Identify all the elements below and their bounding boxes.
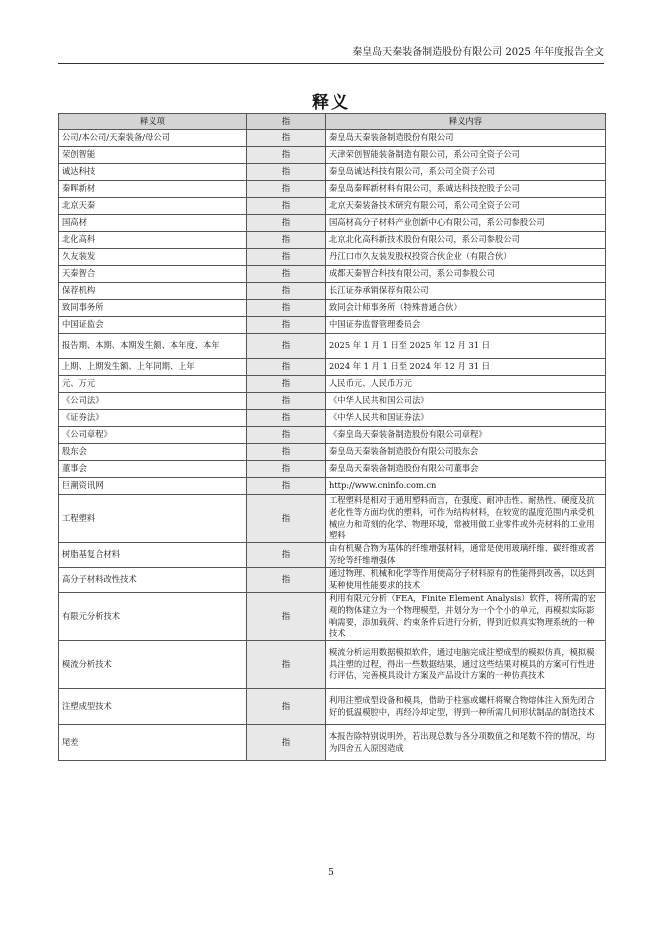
table-row xyxy=(59,215,606,232)
table-row xyxy=(59,130,606,147)
symbol-cell: 指 xyxy=(247,444,326,461)
term-cell: 诚达科技 xyxy=(59,164,247,181)
table-row xyxy=(59,593,606,641)
table-row xyxy=(59,317,606,334)
symbol-cell: 指 xyxy=(247,300,326,317)
symbol-cell: 指 xyxy=(247,164,326,181)
term-cell: 《公司法》 xyxy=(59,393,247,410)
definition-cell: 长江证券承销保荐有限公司 xyxy=(326,283,606,300)
definition-cell: 利用注塑成型设备和模具，借助于柱塞或螺杆将聚合物熔体注入预先闭合好的低温模腔中，再经冷却定型，得到一种所需几何形状制品的制造技术 xyxy=(326,689,606,725)
table-row xyxy=(59,334,606,359)
table-row xyxy=(59,478,606,495)
symbol-cell: 指 xyxy=(247,725,326,761)
table-row xyxy=(59,181,606,198)
term-cell: 注塑成型技术 xyxy=(59,689,247,725)
term-cell: 元、万元 xyxy=(59,376,247,393)
term-cell: 天秦智合 xyxy=(59,266,247,283)
table-row xyxy=(59,689,606,725)
symbol-cell: 指 xyxy=(247,130,326,147)
symbol-cell: 指 xyxy=(247,543,326,568)
table-row xyxy=(59,393,606,410)
table-row xyxy=(59,461,606,478)
table-row xyxy=(59,147,606,164)
symbol-cell: 指 xyxy=(247,232,326,249)
term-cell: 《证券法》 xyxy=(59,410,247,427)
term-cell: 北京天秦 xyxy=(59,198,247,215)
term-cell: 董事会 xyxy=(59,461,247,478)
definition-cell: 模流分析运用数据模拟软件，通过电脑完成注塑成型的模拟仿真，模拟模具注塑的过程，得出一些数据结果，通过这些结果对模具的方案可行性进行评估，完善模具设计方案及产品设计方案的一种仿真技术 xyxy=(326,641,606,689)
header-symbol: 指 xyxy=(247,114,326,130)
term-cell: 报告期、本期、本期发生额、本年度、本年 xyxy=(59,334,247,359)
symbol-cell: 指 xyxy=(247,376,326,393)
table-row xyxy=(59,410,606,427)
page-number: 5 xyxy=(328,868,334,878)
table-row xyxy=(59,300,606,317)
symbol-cell: 指 xyxy=(247,593,326,641)
glossary-body xyxy=(59,130,606,761)
symbol-cell: 指 xyxy=(247,393,326,410)
definition-cell: 丹江口市久友装发股权投资合伙企业（有限合伙） xyxy=(326,249,606,266)
term-cell: 中国证监会 xyxy=(59,317,247,334)
definition-cell: 由有机聚合物为基体的纤维增强材料，通常是使用玻璃纤维、碳纤维或者芳纶等纤维增强体 xyxy=(326,543,606,568)
definition-cell: 中国证券监督管理委员会 xyxy=(326,317,606,334)
term-cell: 秦晖新材 xyxy=(59,181,247,198)
table-row xyxy=(59,283,606,300)
definition-cell: 本报告除特别说明外，若出现总数与各分项数值之和尾数不符的情况，均为四舍五入原因造成 xyxy=(326,725,606,761)
definition-cell: 北京天秦装备技术研究有限公司，系公司全资子公司 xyxy=(326,198,606,215)
term-cell: 《公司章程》 xyxy=(59,427,247,444)
definition-cell: 北京北化高科新技术股份有限公司，系公司参股公司 xyxy=(326,232,606,249)
symbol-cell: 指 xyxy=(247,641,326,689)
definition-cell: 利用有限元分析（FEA，Finite Element Analysis）软件，将所需的宏观的物体建立为一个物理模型，并划分为一个个小的单元，再模拟实际影响需要，添加载荷、约束条件后进行分析，得到近似真实物理系统的一种技术 xyxy=(326,593,606,641)
definition-cell: 《中华人民共和国公司法》 xyxy=(326,393,606,410)
definition-cell: 人民币元、人民币万元 xyxy=(326,376,606,393)
table-row xyxy=(59,266,606,283)
table-row xyxy=(59,641,606,689)
term-cell: 公司/本公司/天秦装备/母公司 xyxy=(59,130,247,147)
symbol-cell: 指 xyxy=(247,147,326,164)
definition-cell: 天津荣创智能装备制造有限公司，系公司全资子公司 xyxy=(326,147,606,164)
term-cell: 上期、上期发生额、上年同期、上年 xyxy=(59,359,247,376)
symbol-cell: 指 xyxy=(247,283,326,300)
term-cell: 荣创智能 xyxy=(59,147,247,164)
definition-cell: 《中华人民共和国证券法》 xyxy=(326,410,606,427)
symbol-cell: 指 xyxy=(247,495,326,543)
page-header: 秦皇岛天秦装备制造股份有限公司 2025 年年度报告全文 xyxy=(352,47,604,58)
table-row xyxy=(59,164,606,181)
table-row xyxy=(59,725,606,761)
term-cell: 树脂基复合材料 xyxy=(59,543,247,568)
symbol-cell: 指 xyxy=(247,181,326,198)
symbol-cell: 指 xyxy=(247,317,326,334)
definition-cell: 秦皇岛天秦装备制造股份有限公司董事会 xyxy=(326,461,606,478)
definition-cell: 致同会计师事务所（特殊普通合伙） xyxy=(326,300,606,317)
term-cell: 北化高科 xyxy=(59,232,247,249)
definition-cell: 《秦皇岛天秦装备制造股份有限公司章程》 xyxy=(326,427,606,444)
table-row xyxy=(59,249,606,266)
table-row xyxy=(59,359,606,376)
symbol-cell: 指 xyxy=(247,266,326,283)
term-cell: 致同事务所 xyxy=(59,300,247,317)
term-cell: 有限元分析技术 xyxy=(59,593,247,641)
header-definition: 释义内容 xyxy=(326,114,606,130)
term-cell: 模流分析技术 xyxy=(59,641,247,689)
definition-cell: 2025 年 1 月 1 日至 2025 年 12 月 31 日 xyxy=(326,334,606,359)
page-title: 释义 xyxy=(312,93,350,113)
symbol-cell: 指 xyxy=(247,359,326,376)
table-row xyxy=(59,495,606,543)
table-row xyxy=(59,427,606,444)
table-row xyxy=(59,198,606,215)
symbol-cell: 指 xyxy=(247,568,326,593)
symbol-cell: 指 xyxy=(247,461,326,478)
glossary-table xyxy=(58,113,606,761)
symbol-cell: 指 xyxy=(247,689,326,725)
term-cell: 国高材 xyxy=(59,215,247,232)
definition-cell: 秦皇岛秦晖新材料有限公司，系诚达科技控股子公司 xyxy=(326,181,606,198)
term-cell: 工程塑料 xyxy=(59,495,247,543)
table-row xyxy=(59,444,606,461)
symbol-cell: 指 xyxy=(247,334,326,359)
definition-cell: 秦皇岛天秦装备制造股份有限公司 xyxy=(326,130,606,147)
term-cell: 高分子材料改性技术 xyxy=(59,568,247,593)
symbol-cell: 指 xyxy=(247,249,326,266)
definition-cell: 工程塑料是相对于通用塑料而言，在强度、耐冲击性、耐热性、硬度及抗老化性等方面均优的塑料，可作为结构材料，在较宽的温度范围内承受机械应力和苛刻的化学、物理环境，常被用做工业零件或外壳材料的工业用塑料 xyxy=(326,495,606,543)
definition-cell: 秦皇岛诚达科技有限公司，系公司全资子公司 xyxy=(326,164,606,181)
definition-cell: 成都天秦智合科技有限公司，系公司参股公司 xyxy=(326,266,606,283)
term-cell: 股东会 xyxy=(59,444,247,461)
table-row xyxy=(59,543,606,568)
definition-cell: 通过物理、机械和化学等作用使高分子材料原有的性能得到改善，以达到某种使用性能要求的技术 xyxy=(326,568,606,593)
symbol-cell: 指 xyxy=(247,198,326,215)
term-cell: 久友装发 xyxy=(59,249,247,266)
term-cell: 巨潮资讯网 xyxy=(59,478,247,495)
symbol-cell: 指 xyxy=(247,215,326,232)
header-divider xyxy=(58,63,604,64)
definition-cell: 2024 年 1 月 1 日至 2024 年 12 月 31 日 xyxy=(326,359,606,376)
definition-cell: 秦皇岛天秦装备制造股份有限公司股东会 xyxy=(326,444,606,461)
symbol-cell: 指 xyxy=(247,478,326,495)
term-cell: 尾差 xyxy=(59,725,247,761)
table-row xyxy=(59,376,606,393)
definition-cell: http://www.cninfo.com.cn xyxy=(326,478,606,495)
table-row xyxy=(59,232,606,249)
header-term: 释义项 xyxy=(59,114,247,130)
table-row xyxy=(59,568,606,593)
symbol-cell: 指 xyxy=(247,427,326,444)
definition-cell: 国高材高分子材料产业创新中心有限公司，系公司参股公司 xyxy=(326,215,606,232)
table-header-row xyxy=(59,114,606,130)
term-cell: 保荐机构 xyxy=(59,283,247,300)
symbol-cell: 指 xyxy=(247,410,326,427)
